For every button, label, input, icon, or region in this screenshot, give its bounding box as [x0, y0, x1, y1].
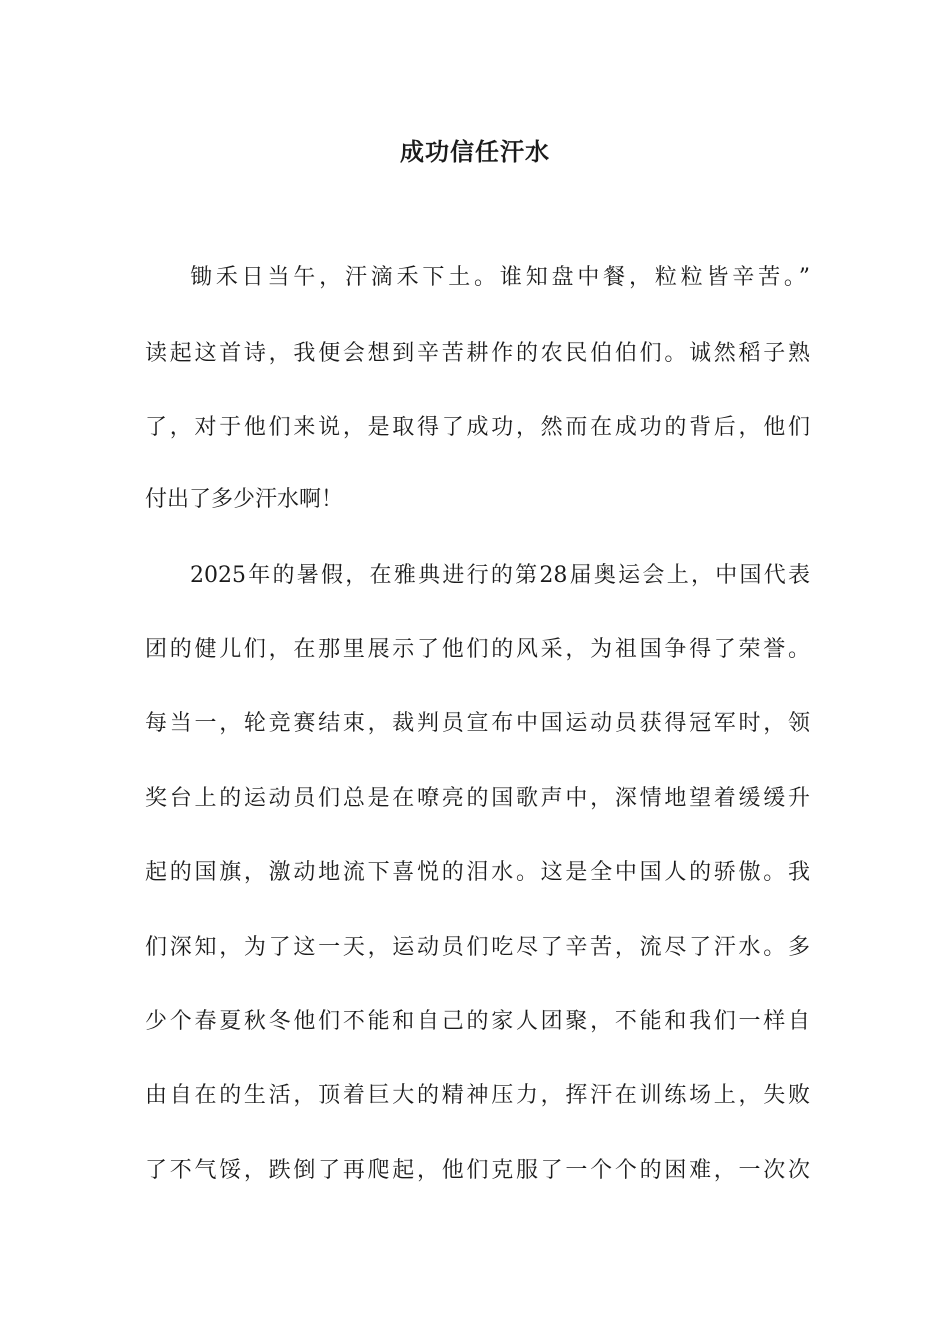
paragraph-line: 了，对于他们来说，是取得了成功，然而在成功的背后，他们 [145, 415, 810, 440]
paragraph-line: 奖台上的运动员们总是在嘹亮的国歌声中，深情地望着缓缓升 [145, 786, 810, 811]
paragraph-line: 每当一，轮竞赛结束，裁判员宣布中国运动员获得冠军时，领 [145, 711, 810, 736]
paragraph-line: 读起这首诗，我便会想到辛苦耕作的农民伯伯们。诚然稻子熟 [145, 341, 810, 366]
paragraph-line: 们深知，为了这一天，运动员们吃尽了辛苦，流尽了汗水。多 [145, 935, 810, 960]
paragraph-line: 由自在的生活，顶着巨大的精神压力，挥汗在训练场上，失败 [145, 1083, 810, 1108]
paragraph-line: 起的国旗，激动地流下喜悦的泪水。这是全中国人的骄傲。我 [145, 860, 810, 885]
paragraph-line: 了不气馁，跌倒了再爬起，他们克服了一个个的困难，一次次 [145, 1158, 810, 1183]
paragraph-line: 锄禾日当午，汗滴禾下土。谁知盘中餐，粒粒皆辛苦。” [190, 265, 810, 290]
paragraph-line: 2025年的暑假，在雅典进行的第28届奥运会上，中国代表 [190, 563, 810, 588]
paragraph-line: 付出了多少汗水啊！ [145, 487, 344, 512]
paragraph-line: 少个春夏秋冬他们不能和自己的家人团聚，不能和我们一样自 [145, 1009, 810, 1034]
document-title: 成功信任汗水 [400, 137, 550, 166]
paragraph-line: 团的健儿们，在那里展示了他们的风采，为祖国争得了荣誉。 [145, 637, 810, 662]
